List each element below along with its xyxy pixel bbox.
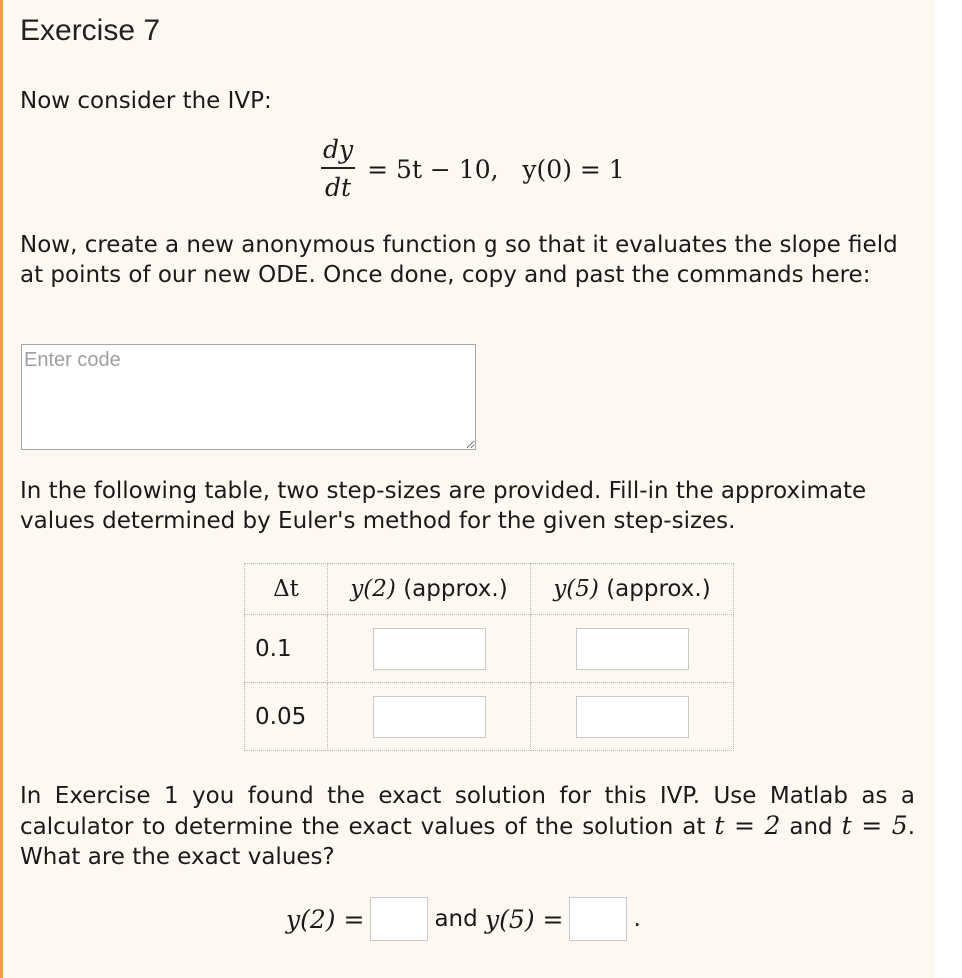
- function-name: g: [483, 232, 498, 258]
- y2-label: y(2) =: [286, 904, 365, 934]
- exact-t1: t = 2: [714, 811, 781, 840]
- exact-answers: [286, 896, 641, 942]
- header-y5: y(5) (approx.): [531, 564, 734, 615]
- intro-text: Now consider the IVP:: [20, 88, 272, 114]
- ivp-equation: [321, 132, 625, 206]
- euler-table: [244, 563, 734, 751]
- y2-cell: [328, 683, 531, 751]
- table-intro-text: In the following table, two step-sizes are provided. Fill-in the approximate values determined by Euler's method for the given step-sizes.: [20, 478, 867, 534]
- step-size-cell: 0.1: [245, 615, 328, 683]
- y5-approx-input-0.1[interactable]: [576, 628, 689, 670]
- page-margin: [934, 0, 962, 978]
- header-step: Δt: [245, 564, 328, 615]
- y2-approx-input-0.05[interactable]: [373, 696, 486, 738]
- fraction-numerator: dy: [321, 135, 355, 169]
- exact-end: . What are the exact values?: [20, 814, 916, 870]
- fraction-denominator: dt: [325, 173, 352, 202]
- period: .: [633, 906, 641, 932]
- and-label: and: [434, 906, 478, 932]
- equation-rhs: = 5t − 10, y(0) = 1: [367, 154, 625, 184]
- y5-approx-input-0.05[interactable]: [576, 696, 689, 738]
- exact-line1: In Exercise 1 you found the exact solution for this IVP. Use Matlab as a calculator to determine the exact values of the solution at: [20, 783, 915, 840]
- y5-label: y(5) =: [485, 904, 564, 934]
- header-y2: y(2) (approx.): [328, 564, 531, 615]
- instruction-text: [20, 230, 920, 290]
- y5-cell: [531, 615, 734, 683]
- code-input[interactable]: [21, 344, 476, 450]
- exact-mid: and: [780, 814, 833, 840]
- exercise-title: Exercise 7: [20, 14, 161, 47]
- y2-approx-input-0.1[interactable]: [373, 628, 486, 670]
- y2-cell: [328, 615, 531, 683]
- derivative-fraction: [321, 135, 355, 203]
- y5-cell: [531, 683, 734, 751]
- table-row: [245, 615, 734, 683]
- table-row: [245, 683, 734, 751]
- exact-t2: t = 5: [841, 811, 908, 840]
- exact-text: [20, 781, 915, 872]
- instruction-before: Now, create a new anonymous function: [20, 232, 484, 258]
- y2-exact-input[interactable]: [370, 897, 428, 941]
- table-header-row: [245, 564, 734, 615]
- instruction-after: so that it evaluates the slope field at points of our new ODE. Once done, copy and past the commands here:: [20, 232, 898, 288]
- step-size-cell: 0.05: [245, 683, 328, 751]
- y5-exact-input[interactable]: [569, 897, 627, 941]
